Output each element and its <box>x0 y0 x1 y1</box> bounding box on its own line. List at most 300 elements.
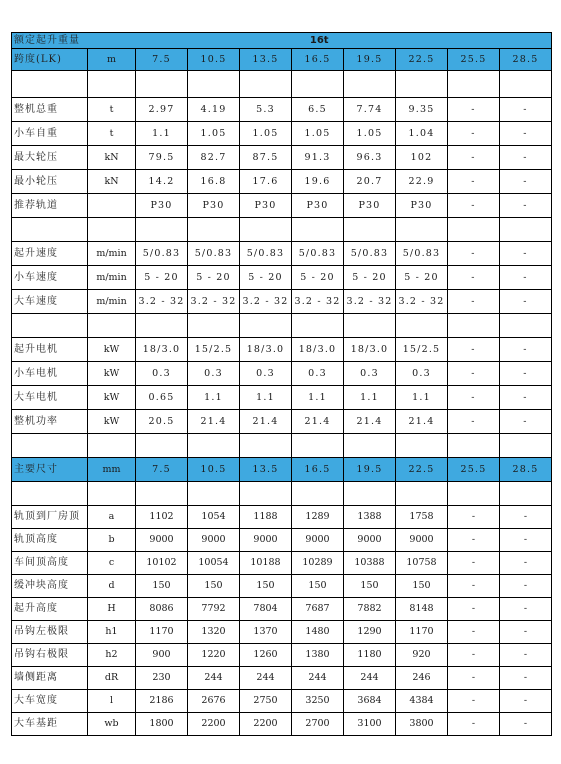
value-cell: 5.3 <box>240 98 292 122</box>
value-cell: - <box>500 170 552 194</box>
empty-cell <box>240 314 292 338</box>
table-row <box>12 690 552 713</box>
empty-cell <box>240 434 292 458</box>
value-cell: - <box>500 146 552 170</box>
value-cell: 1220 <box>188 644 240 667</box>
empty-cell <box>344 71 396 98</box>
value-cell: 150 <box>240 575 292 598</box>
empty-cell <box>12 71 88 98</box>
value-cell: - <box>500 266 552 290</box>
row-label: 吊钩右极限 <box>12 644 88 667</box>
table-row <box>12 98 552 122</box>
empty-cell <box>344 314 396 338</box>
empty-cell <box>12 482 88 506</box>
span-row <box>12 49 552 71</box>
empty-cell <box>88 434 136 458</box>
value-cell: 5 - 20 <box>240 266 292 290</box>
value-cell: - <box>448 242 500 266</box>
empty-cell <box>396 314 448 338</box>
span-unit: m <box>88 49 136 71</box>
value-cell: - <box>448 122 500 146</box>
span-value: 10.5 <box>188 49 240 71</box>
row-unit: kW <box>88 362 136 386</box>
row-unit: l <box>88 690 136 713</box>
dimension-span: 7.5 <box>136 458 188 482</box>
empty-cell <box>292 218 344 242</box>
row-unit: kN <box>88 146 136 170</box>
blank-row <box>12 71 552 98</box>
value-cell: 2750 <box>240 690 292 713</box>
value-cell: 1800 <box>136 713 188 736</box>
value-cell: 15/2.5 <box>188 338 240 362</box>
value-cell: 10054 <box>188 552 240 575</box>
value-cell: - <box>448 98 500 122</box>
value-cell: 1.05 <box>292 122 344 146</box>
value-cell: - <box>500 290 552 314</box>
value-cell: 17.6 <box>240 170 292 194</box>
row-label: 起升电机 <box>12 338 88 362</box>
value-cell: 5 - 20 <box>136 266 188 290</box>
value-cell: 18/3.0 <box>240 338 292 362</box>
table-row <box>12 170 552 194</box>
value-cell: - <box>448 575 500 598</box>
value-cell: - <box>448 690 500 713</box>
empty-cell <box>396 482 448 506</box>
row-label: 小车速度 <box>12 266 88 290</box>
value-cell: - <box>448 146 500 170</box>
blank-row <box>12 434 552 458</box>
value-cell: 3.2 - 32 <box>240 290 292 314</box>
dimension-span: 22.5 <box>396 458 448 482</box>
row-label: 吊钩左极限 <box>12 621 88 644</box>
value-cell: - <box>500 98 552 122</box>
value-cell: 4.19 <box>188 98 240 122</box>
value-cell: - <box>500 362 552 386</box>
empty-cell <box>396 218 448 242</box>
empty-cell <box>136 482 188 506</box>
value-cell: - <box>500 598 552 621</box>
value-cell: 5 - 20 <box>188 266 240 290</box>
value-cell: 2186 <box>136 690 188 713</box>
value-cell: - <box>500 575 552 598</box>
row-label: 大车基距 <box>12 713 88 736</box>
row-unit: kW <box>88 410 136 434</box>
row-unit <box>88 194 136 218</box>
empty-cell <box>500 434 552 458</box>
span-value: 19.5 <box>344 49 396 71</box>
value-cell: 14.2 <box>136 170 188 194</box>
row-unit: kW <box>88 386 136 410</box>
value-cell: 21.4 <box>240 410 292 434</box>
value-cell: 10188 <box>240 552 292 575</box>
empty-cell <box>448 71 500 98</box>
empty-cell <box>188 314 240 338</box>
empty-cell <box>136 218 188 242</box>
row-unit: H <box>88 598 136 621</box>
value-cell: 5/0.83 <box>292 242 344 266</box>
value-cell: 3.2 - 32 <box>344 290 396 314</box>
value-cell: 1.04 <box>396 122 448 146</box>
row-label: 车间顶高度 <box>12 552 88 575</box>
value-cell: 3.2 - 32 <box>188 290 240 314</box>
value-cell: 1102 <box>136 506 188 529</box>
value-cell: 3684 <box>344 690 396 713</box>
row-label: 大车速度 <box>12 290 88 314</box>
empty-cell <box>240 71 292 98</box>
row-unit: c <box>88 552 136 575</box>
value-cell: 21.4 <box>344 410 396 434</box>
value-cell: - <box>448 362 500 386</box>
value-cell: 21.4 <box>396 410 448 434</box>
span-value: 13.5 <box>240 49 292 71</box>
value-cell: 9000 <box>188 529 240 552</box>
value-cell: 5/0.83 <box>136 242 188 266</box>
empty-cell <box>396 434 448 458</box>
empty-cell <box>188 218 240 242</box>
row-label: 墙侧距离 <box>12 667 88 690</box>
value-cell: - <box>448 386 500 410</box>
value-cell: - <box>500 552 552 575</box>
span-value: 7.5 <box>136 49 188 71</box>
value-cell: - <box>448 506 500 529</box>
row-label: 推荐轨道 <box>12 194 88 218</box>
value-cell: 230 <box>136 667 188 690</box>
value-cell: 150 <box>344 575 396 598</box>
value-cell: 10289 <box>292 552 344 575</box>
value-cell: 102 <box>396 146 448 170</box>
value-cell: - <box>448 667 500 690</box>
row-unit: kW <box>88 338 136 362</box>
empty-cell <box>500 314 552 338</box>
value-cell: 3250 <box>292 690 344 713</box>
value-cell: 1290 <box>344 621 396 644</box>
value-cell: 20.5 <box>136 410 188 434</box>
empty-cell <box>88 314 136 338</box>
row-unit: a <box>88 506 136 529</box>
value-cell: 7804 <box>240 598 292 621</box>
value-cell: 5 - 20 <box>344 266 396 290</box>
value-cell: 150 <box>292 575 344 598</box>
value-cell: P30 <box>396 194 448 218</box>
value-cell: 1.1 <box>188 386 240 410</box>
value-cell: 9.35 <box>396 98 448 122</box>
value-cell: 244 <box>344 667 396 690</box>
empty-cell <box>344 482 396 506</box>
empty-cell <box>188 482 240 506</box>
dimension-span: 16.5 <box>292 458 344 482</box>
value-cell: 9000 <box>136 529 188 552</box>
dimension-span: 19.5 <box>344 458 396 482</box>
value-cell: 3.2 - 32 <box>396 290 448 314</box>
empty-cell <box>188 434 240 458</box>
header-row <box>12 33 552 49</box>
value-cell: - <box>500 667 552 690</box>
empty-cell <box>136 314 188 338</box>
value-cell: 10388 <box>344 552 396 575</box>
empty-cell <box>344 218 396 242</box>
dimension-span: 28.5 <box>500 458 552 482</box>
value-cell: - <box>500 194 552 218</box>
value-cell: - <box>448 621 500 644</box>
value-cell: 0.3 <box>136 362 188 386</box>
value-cell: - <box>448 170 500 194</box>
empty-cell <box>88 482 136 506</box>
table-row <box>12 290 552 314</box>
row-label: 最小轮压 <box>12 170 88 194</box>
value-cell: 15/2.5 <box>396 338 448 362</box>
value-cell: 3800 <box>396 713 448 736</box>
value-cell: 9000 <box>292 529 344 552</box>
row-unit: dR <box>88 667 136 690</box>
empty-cell <box>448 314 500 338</box>
value-cell: - <box>500 644 552 667</box>
value-cell: 10102 <box>136 552 188 575</box>
value-cell: 1170 <box>396 621 448 644</box>
value-cell: 87.5 <box>240 146 292 170</box>
value-cell: - <box>500 690 552 713</box>
value-cell: 2676 <box>188 690 240 713</box>
dimensions-unit: mm <box>88 458 136 482</box>
blank-row <box>12 482 552 506</box>
table-row <box>12 529 552 552</box>
value-cell: 16.8 <box>188 170 240 194</box>
value-cell: 7792 <box>188 598 240 621</box>
empty-cell <box>12 218 88 242</box>
row-label: 起升高度 <box>12 598 88 621</box>
capacity-label: 额定起升重量 <box>12 33 88 49</box>
value-cell: - <box>448 644 500 667</box>
empty-cell <box>292 434 344 458</box>
value-cell: 21.4 <box>188 410 240 434</box>
value-cell: 7.74 <box>344 98 396 122</box>
value-cell: 20.7 <box>344 170 396 194</box>
value-cell: P30 <box>292 194 344 218</box>
value-cell: - <box>448 410 500 434</box>
table-row <box>12 242 552 266</box>
value-cell: 18/3.0 <box>136 338 188 362</box>
table-row <box>12 338 552 362</box>
value-cell: 1.1 <box>292 386 344 410</box>
table-row <box>12 194 552 218</box>
empty-cell <box>292 314 344 338</box>
dimensions-header-row <box>12 458 552 482</box>
value-cell: 246 <box>396 667 448 690</box>
value-cell: 1380 <box>292 644 344 667</box>
empty-cell <box>500 218 552 242</box>
span-value: 28.5 <box>500 49 552 71</box>
value-cell: 5/0.83 <box>240 242 292 266</box>
table-row <box>12 575 552 598</box>
spec-sheet <box>11 32 552 736</box>
value-cell: 244 <box>188 667 240 690</box>
row-label: 整机总重 <box>12 98 88 122</box>
empty-cell <box>292 71 344 98</box>
table-row <box>12 667 552 690</box>
row-unit: t <box>88 98 136 122</box>
empty-cell <box>396 71 448 98</box>
value-cell: - <box>448 713 500 736</box>
value-cell: 8086 <box>136 598 188 621</box>
value-cell: 2700 <box>292 713 344 736</box>
value-cell: 19.6 <box>292 170 344 194</box>
value-cell: 8148 <box>396 598 448 621</box>
value-cell: 1.05 <box>344 122 396 146</box>
row-unit: h2 <box>88 644 136 667</box>
table-row <box>12 598 552 621</box>
value-cell: 0.65 <box>136 386 188 410</box>
empty-cell <box>12 434 88 458</box>
value-cell: 21.4 <box>292 410 344 434</box>
table-row <box>12 410 552 434</box>
value-cell: P30 <box>188 194 240 218</box>
value-cell: 5/0.83 <box>344 242 396 266</box>
value-cell: P30 <box>344 194 396 218</box>
row-label: 大车宽度 <box>12 690 88 713</box>
value-cell: 4384 <box>396 690 448 713</box>
value-cell: - <box>500 386 552 410</box>
spec-table <box>11 32 552 736</box>
row-label: 大车电机 <box>12 386 88 410</box>
row-unit: m/min <box>88 266 136 290</box>
value-cell: 2200 <box>240 713 292 736</box>
empty-cell <box>448 218 500 242</box>
value-cell: 3.2 - 32 <box>136 290 188 314</box>
row-unit: kN <box>88 170 136 194</box>
value-cell: 18/3.0 <box>292 338 344 362</box>
value-cell: - <box>448 529 500 552</box>
value-cell: 1054 <box>188 506 240 529</box>
value-cell: 9000 <box>240 529 292 552</box>
value-cell: 0.3 <box>292 362 344 386</box>
value-cell: 1.1 <box>344 386 396 410</box>
value-cell: 2.97 <box>136 98 188 122</box>
value-cell: - <box>500 242 552 266</box>
value-cell: 150 <box>136 575 188 598</box>
empty-cell <box>500 482 552 506</box>
value-cell: 7882 <box>344 598 396 621</box>
row-unit: d <box>88 575 136 598</box>
value-cell: P30 <box>240 194 292 218</box>
value-cell: 0.3 <box>240 362 292 386</box>
row-label: 小车电机 <box>12 362 88 386</box>
value-cell: 1320 <box>188 621 240 644</box>
table-row <box>12 552 552 575</box>
value-cell: 1.1 <box>396 386 448 410</box>
value-cell: 0.3 <box>396 362 448 386</box>
value-cell: 1180 <box>344 644 396 667</box>
value-cell: 1170 <box>136 621 188 644</box>
empty-cell <box>136 71 188 98</box>
empty-cell <box>500 71 552 98</box>
value-cell: 900 <box>136 644 188 667</box>
value-cell: 0.3 <box>344 362 396 386</box>
value-cell: 1.1 <box>240 386 292 410</box>
value-cell: 1188 <box>240 506 292 529</box>
table-row <box>12 621 552 644</box>
value-cell: 1388 <box>344 506 396 529</box>
value-cell: - <box>500 410 552 434</box>
value-cell: 920 <box>396 644 448 667</box>
value-cell: - <box>448 266 500 290</box>
value-cell: 1370 <box>240 621 292 644</box>
row-label: 轨顶高度 <box>12 529 88 552</box>
value-cell: - <box>448 598 500 621</box>
value-cell: 5/0.83 <box>396 242 448 266</box>
value-cell: 0.3 <box>188 362 240 386</box>
empty-cell <box>344 434 396 458</box>
value-cell: 91.3 <box>292 146 344 170</box>
value-cell: 1.05 <box>240 122 292 146</box>
dimension-span: 25.5 <box>448 458 500 482</box>
value-cell: 2200 <box>188 713 240 736</box>
value-cell: 18/3.0 <box>344 338 396 362</box>
row-unit: m/min <box>88 290 136 314</box>
value-cell: - <box>500 529 552 552</box>
value-cell: 3100 <box>344 713 396 736</box>
value-cell: - <box>448 552 500 575</box>
value-cell: 22.9 <box>396 170 448 194</box>
value-cell: - <box>448 290 500 314</box>
empty-cell <box>88 71 136 98</box>
value-cell: - <box>500 506 552 529</box>
blank-row <box>12 314 552 338</box>
span-value: 16.5 <box>292 49 344 71</box>
row-label: 小车自重 <box>12 122 88 146</box>
value-cell: P30 <box>136 194 188 218</box>
span-value: 25.5 <box>448 49 500 71</box>
value-cell: 244 <box>292 667 344 690</box>
empty-cell <box>136 434 188 458</box>
row-unit: t <box>88 122 136 146</box>
value-cell: 150 <box>396 575 448 598</box>
row-label: 起升速度 <box>12 242 88 266</box>
value-cell: 10758 <box>396 552 448 575</box>
row-label: 整机功率 <box>12 410 88 434</box>
value-cell: 244 <box>240 667 292 690</box>
empty-cell <box>240 218 292 242</box>
row-unit: m/min <box>88 242 136 266</box>
table-row <box>12 644 552 667</box>
table-row <box>12 146 552 170</box>
value-cell: 1758 <box>396 506 448 529</box>
table-row <box>12 713 552 736</box>
empty-cell <box>12 314 88 338</box>
value-cell: - <box>500 122 552 146</box>
value-cell: 79.5 <box>136 146 188 170</box>
value-cell: 150 <box>188 575 240 598</box>
empty-cell <box>448 434 500 458</box>
value-cell: 7687 <box>292 598 344 621</box>
table-row <box>12 362 552 386</box>
value-cell: 1289 <box>292 506 344 529</box>
value-cell: 6.5 <box>292 98 344 122</box>
empty-cell <box>448 482 500 506</box>
dimension-span: 10.5 <box>188 458 240 482</box>
value-cell: 1260 <box>240 644 292 667</box>
value-cell: - <box>448 194 500 218</box>
dimension-span: 13.5 <box>240 458 292 482</box>
empty-cell <box>188 71 240 98</box>
table-row <box>12 386 552 410</box>
row-label: 缓冲块高度 <box>12 575 88 598</box>
table-row <box>12 506 552 529</box>
row-unit: wb <box>88 713 136 736</box>
value-cell: 5 - 20 <box>292 266 344 290</box>
value-cell: 82.7 <box>188 146 240 170</box>
value-cell: - <box>500 713 552 736</box>
value-cell: - <box>500 621 552 644</box>
span-label: 跨度(LK) <box>12 49 88 71</box>
